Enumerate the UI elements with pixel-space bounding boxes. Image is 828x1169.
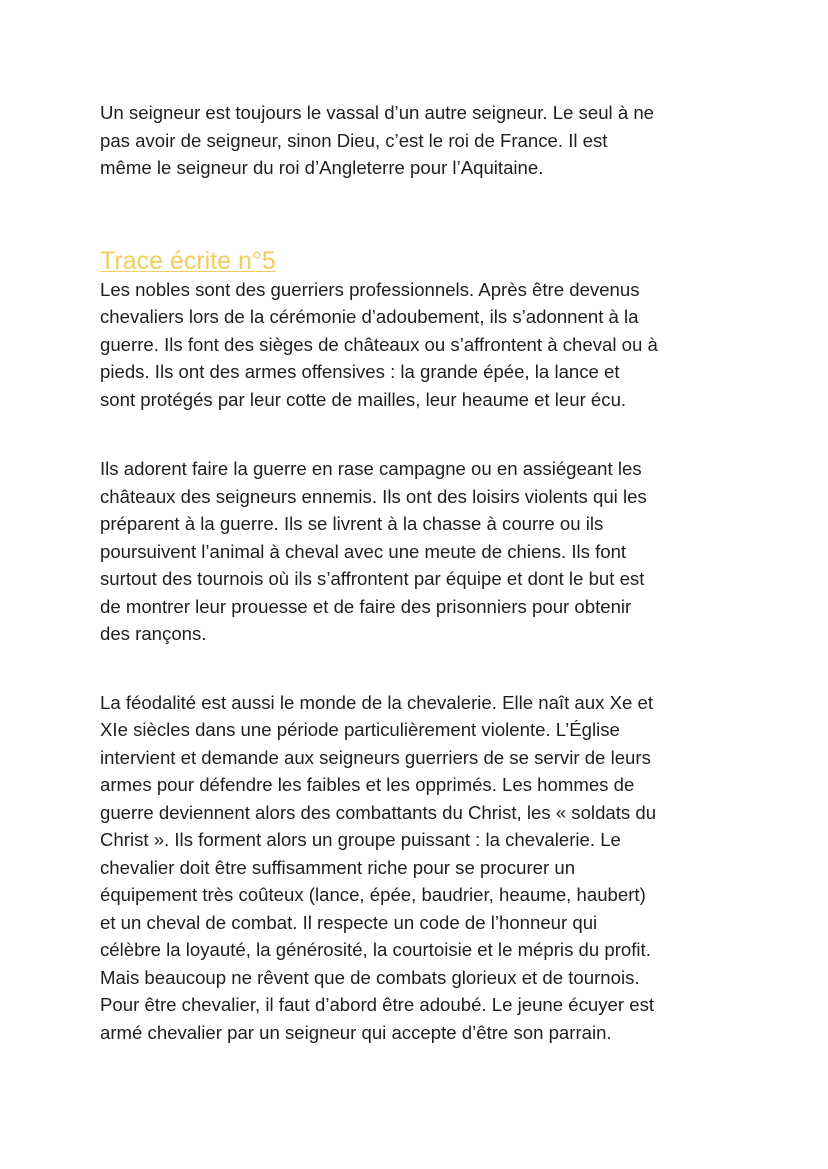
document-page	[100, 99, 727, 1046]
section-heading[interactable]: Trace écrite n°5	[100, 246, 276, 275]
paragraph-vassal: Un seigneur est toujours le vassal d’un autre seigneur. Le seul à ne pas avoir de seigneur, sinon Dieu, c’est le roi de France. Il est même le seigneur du roi d’Angleterre pour l’Aquitaine.	[100, 102, 655, 178]
paragraph-nobles: Les nobles sont des guerriers professionnels. Après être devenus chevaliers lors de la cérémonie d’adoubement, ils s’adonnent à la guerre. Ils font des sièges de châteaux ou s’affrontent à cheval ou à pieds. Ils ont des armes offensives : la grande épée, la lance et sont protégés par leur cotte de mailles, leur heaume et leur écu.	[100, 278, 658, 410]
paragraph-loisirs: Ils adorent faire la guerre en rase campagne ou en assiégeant les châteaux des seigneurs ennemis. Ils ont des loisirs violents qui les préparent à la guerre. Ils se livrent à la chasse à courre ou ils poursuivent l’animal à cheval avec une meute de chiens. Ils font surtout des tournois où ils s’affrontent par équipe et dont le but est de montrer leur prouesse et de faire des prisonniers pour obtenir des rançons.	[100, 458, 647, 644]
paragraph-chevalerie: La féodalité est aussi le monde de la chevalerie. Elle naît aux Xe et XIe siècles dans une période particulièrement violente. L’Église intervient et demande aux seigneurs guerriers de se servir de leurs armes pour défendre les faibles et les opprimés. Les hommes de guerre deviennent alors des combattants du Christ, les « soldats du Christ ». Ils forment alors un groupe puissant : la chevalerie. Le chevalier doit être suffisamment riche pour se procurer un équipement très coûteux (lance, épée, baudrier, heaume, haubert) et un cheval de combat. Il respecte un code de l’honneur qui célèbre la loyauté, la générosité, la courtoisie et le mépris du profit. Mais beaucoup ne rêvent que de combats glorieux et de tournois. Pour être chevalier, il faut d’abord être adoubé. Le jeune écuyer est armé chevalier par un seigneur qui accepte d’être son parrain.	[100, 691, 657, 1043]
